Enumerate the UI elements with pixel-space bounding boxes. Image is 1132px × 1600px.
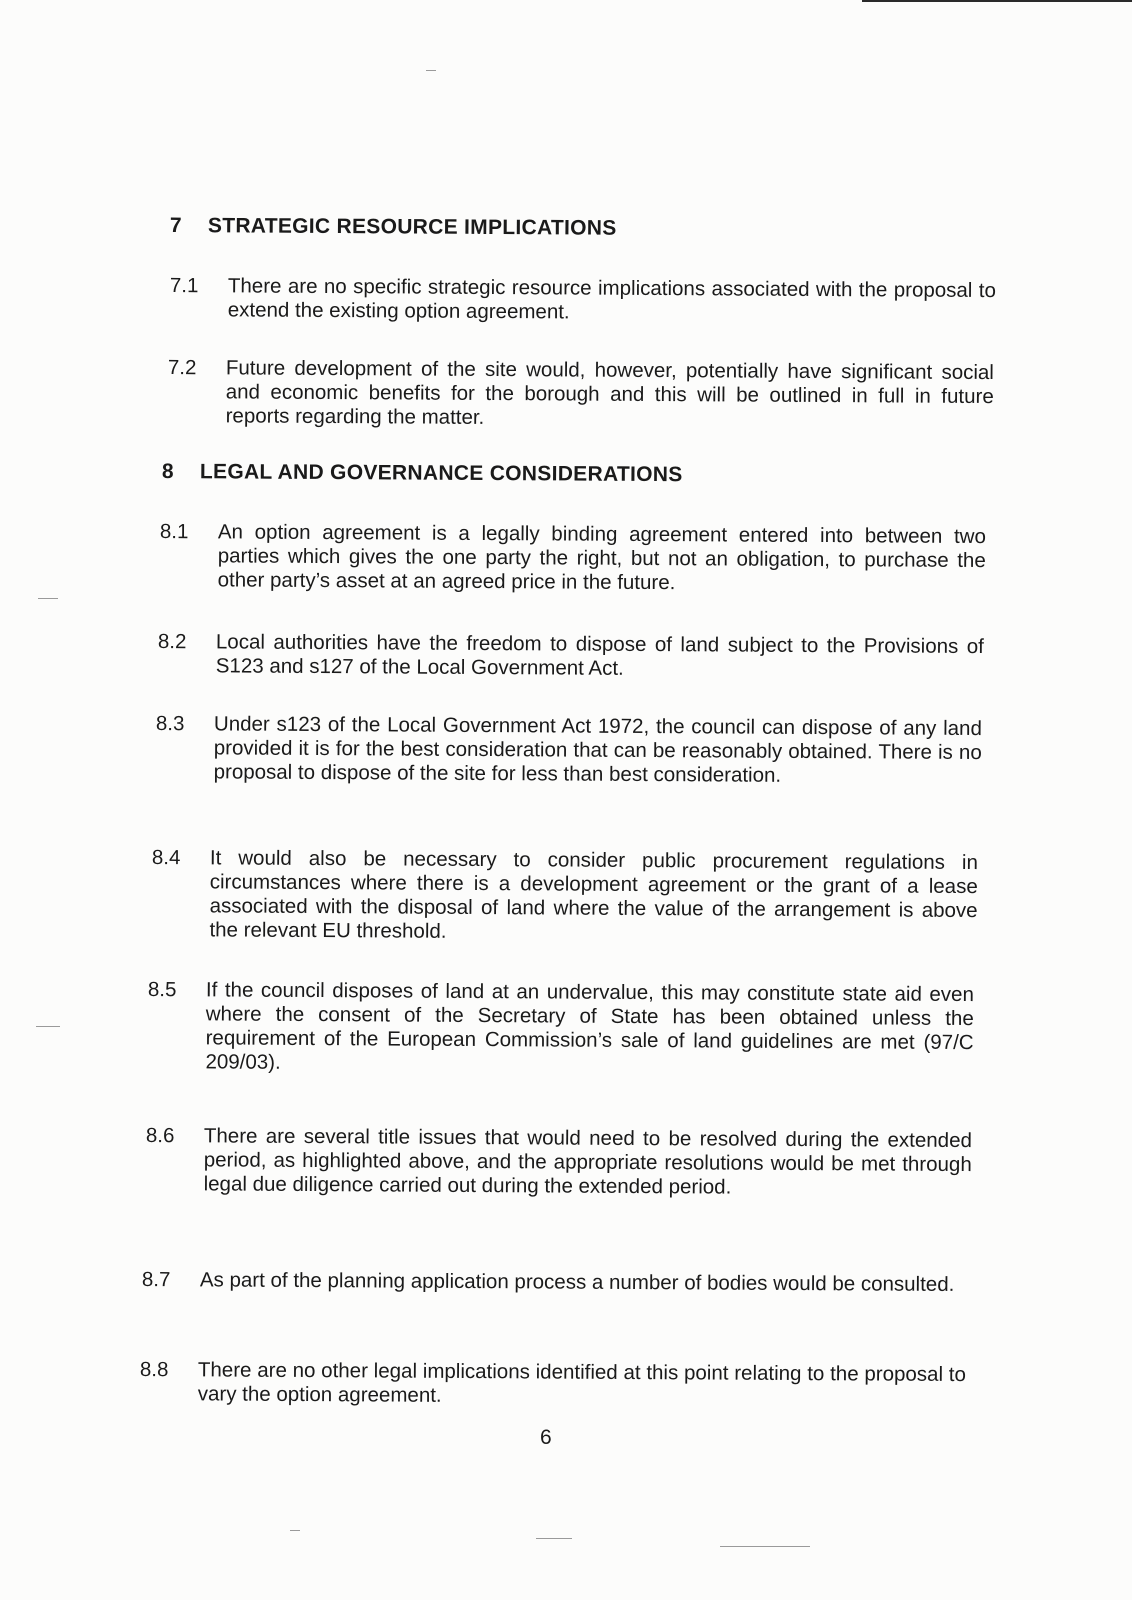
scan-speck xyxy=(536,1538,572,1539)
paragraph-number: 8.4 xyxy=(151,846,181,870)
paragraph-number: 7.2 xyxy=(167,356,197,380)
paragraph-text: As part of the planning application process a number of bodies would be consulted. xyxy=(199,1268,955,1296)
scan-speck xyxy=(290,1530,300,1531)
paragraph-text: There are no other legal implications identified at this point relating to the proposal to vary the option agreement. xyxy=(197,1358,966,1407)
paragraph-number: 8.8 xyxy=(139,1358,169,1382)
scan-speck xyxy=(426,70,436,71)
paragraph-number: 7.1 xyxy=(169,274,199,298)
paragraph-number: 8.6 xyxy=(145,1124,175,1148)
paragraph-text: There are several title issues that would need to be resolved during the extended period, as highlighted above, and the appropriate resolutions would be met through legal due diligence carried out during the extended period. xyxy=(203,1124,972,1199)
paragraph-number: 8.5 xyxy=(147,978,177,1002)
paragraph-text: An option agreement is a legally binding agreement entered into between two parties which gives the one party the right, but not an obligation, to purchase the other party’s asset at an agreed price in the future. xyxy=(217,520,986,595)
paragraph-text: There are no specific strategic resource implications associated with the proposal to extend the existing option agreement. xyxy=(227,274,996,324)
top-edge-line xyxy=(862,0,1132,2)
paragraph-number: 8.3 xyxy=(155,712,185,736)
paragraph-number: 8.2 xyxy=(157,630,187,654)
paragraph-text: Local authorities have the freedom to dispose of land subject to the Provisions of S123 and s127 of the Local Government Act. xyxy=(215,630,984,680)
paragraph-text: It would also be necessary to consider public procurement regulations in circumstances where there is a development agreement or the grant of a lease associated with the disposal of land where the value of the arrangement is above the relevant EU threshold. xyxy=(209,846,978,943)
scan-speck xyxy=(38,598,58,599)
section-number: 7 xyxy=(169,214,182,238)
paragraph-number: 8.1 xyxy=(159,520,189,544)
paragraph-text: If the council disposes of land at an undervalue, this may constitute state aid even where the consent of the Secretary of State has been obtained unless the requirement of the European Commission’s sale of land guidelines are met (97/C 209/03). xyxy=(205,978,974,1074)
paragraph-text: Future development of the site would, however, potentially have significant social and economic benefits for the borough and this will be outlined in full in future reports regarding the matter. xyxy=(225,356,994,429)
paragraph-text: Under s123 of the Local Government Act 1972, the council can dispose of any land provided it is for the best consideration that can be reasonably obtained. There is no proposal to dispose of the site for less than best consideration. xyxy=(213,712,982,787)
section-title: STRATEGIC RESOURCE IMPLICATIONS xyxy=(207,214,617,240)
page-number: 6 xyxy=(540,1426,552,1449)
paragraph-number: 8.7 xyxy=(141,1268,171,1292)
scan-speck xyxy=(720,1546,810,1547)
section-title: LEGAL AND GOVERNANCE CONSIDERATIONS xyxy=(199,460,683,487)
scan-speck xyxy=(36,1026,60,1027)
section-number: 8 xyxy=(161,460,174,484)
